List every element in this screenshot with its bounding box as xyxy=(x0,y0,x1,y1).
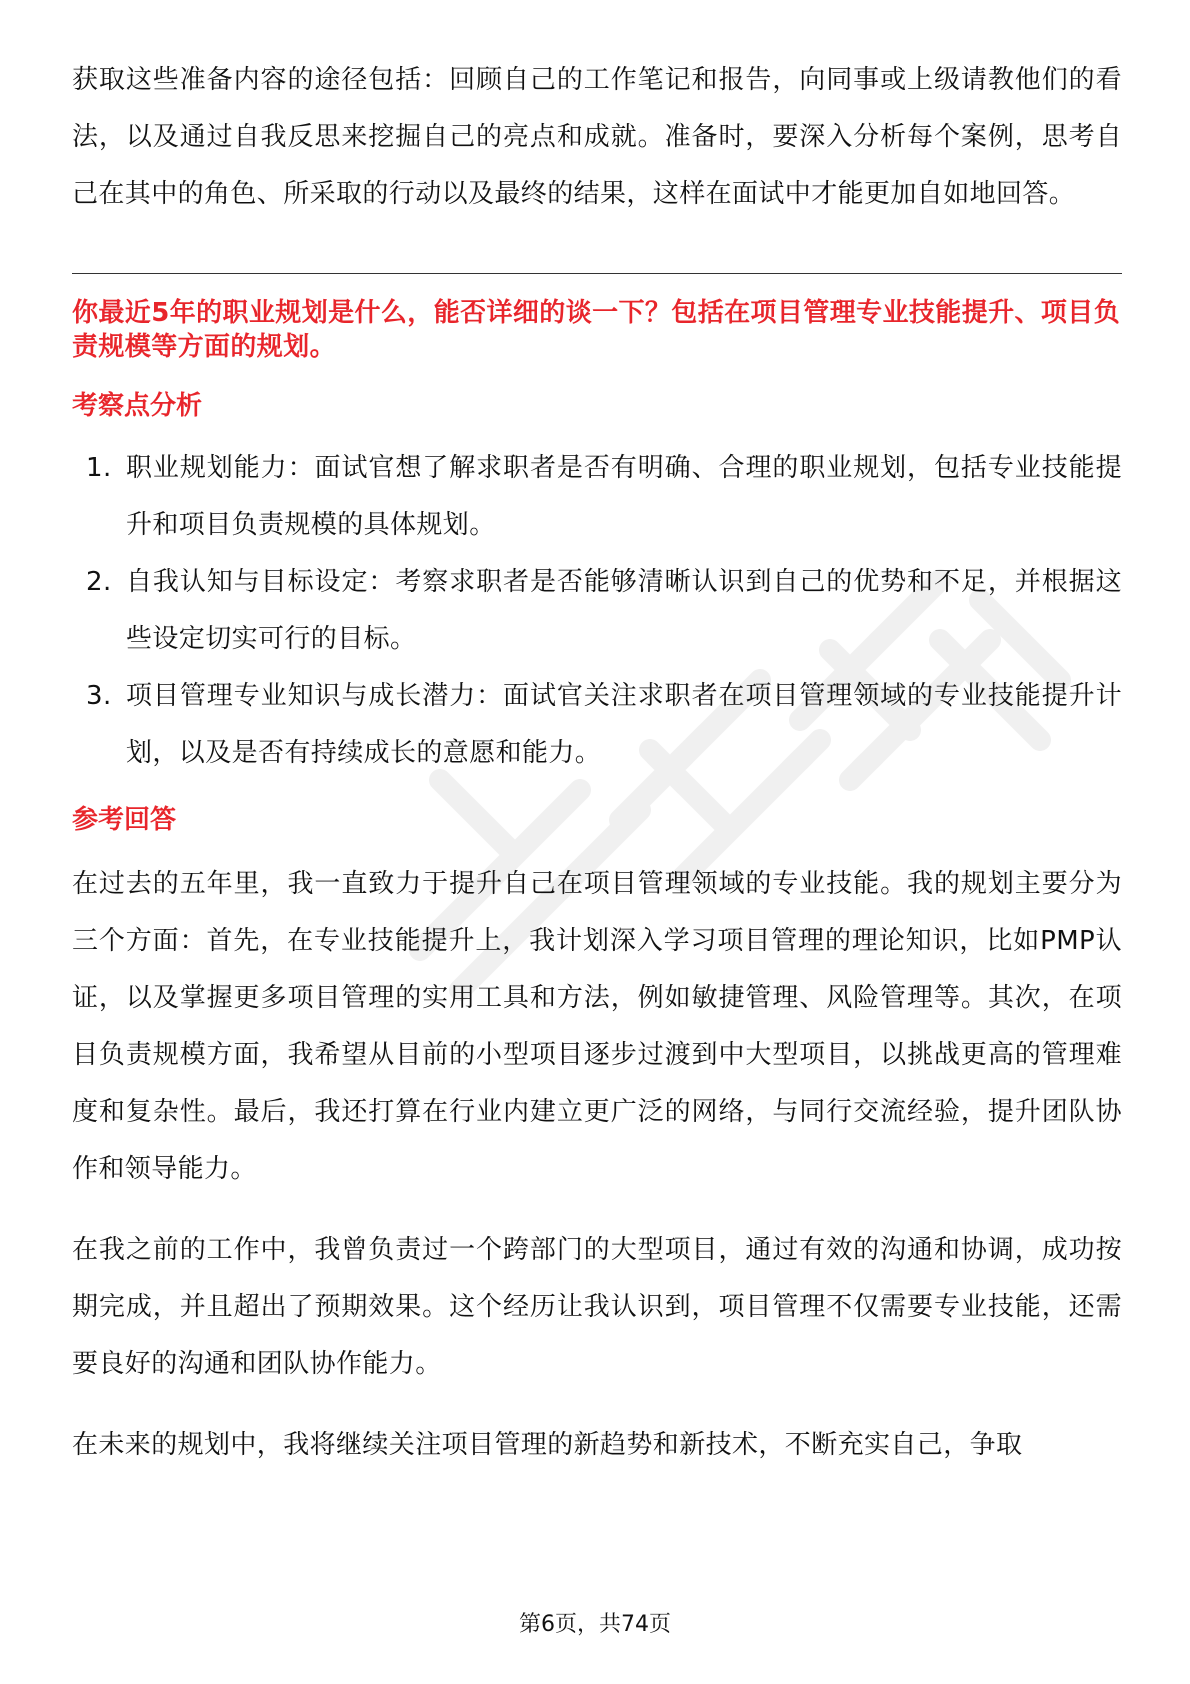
analysis-item-number: 1. xyxy=(86,453,112,483)
analysis-list xyxy=(72,440,1122,782)
answer-paragraph: 在我之前的工作中，我曾负责过一个跨部门的大型项目，通过有效的沟通和协调，成功按期完成，并且超出了预期效果。这个经历让我认识到，项目管理不仅需要专业技能，还需要良好的沟通和团队协作能力。 xyxy=(72,1235,1122,1379)
answer-body xyxy=(72,856,1122,1474)
intro-paragraph: 获取这些准备内容的途径包括：回顾自己的工作笔记和报告，向同事或上级请教他们的看法，以及通过自我反思来挖掘自己的亮点和成就。准备时，要深入分析每个案例，思考自己在其中的角色、所采取的行动以及最终的结果，这样在面试中才能更加自如地回答。 xyxy=(72,65,1122,209)
answer-paragraph: 在过去的五年里，我一直致力于提升自己在项目管理领域的专业技能。我的规划主要分为三个方面：首先，在专业技能提升上，我计划深入学习项目管理的理论知识，比如PMP认证，以及掌握更多项目管理的实用工具和方法，例如敏捷管理、风险管理等。其次，在项目负责规模方面，我希望从目前的小型项目逐步过渡到中大型项目，以挑战更高的管理难度和复杂性。最后，我还打算在行业内建立更广泛的网络，与同行交流经验，提升团队协作和领导能力。 xyxy=(72,869,1122,1184)
question-heading: 你最近5年的职业规划是什么，能否详细的谈一下？包括在项目管理专业技能提升、项目负责规模等方面的规划。 xyxy=(72,298,1121,362)
analysis-item-text: 职业规划能力：面试官想了解求职者是否有明确、合理的职业规划，包括专业技能提升和项目负责规模的具体规划。 xyxy=(126,453,1122,540)
analysis-item-number: 3. xyxy=(86,681,112,711)
analysis-item xyxy=(72,554,1122,668)
analysis-item xyxy=(72,440,1122,554)
answer-paragraph: 在未来的规划中，我将继续关注项目管理的新趋势和新技术，不断充实自己，争取 xyxy=(72,1430,1023,1460)
page-content xyxy=(72,52,1122,1474)
page-number-footer: 第6页，共74页 xyxy=(519,1612,671,1637)
analysis-title: 考察点分析 xyxy=(72,391,203,421)
answer-title: 参考回答 xyxy=(72,805,177,835)
analysis-item-text: 自我认知与目标设定：考察求职者是否能够清晰认识到自己的优势和不足，并根据这些设定切实可行的目标。 xyxy=(126,567,1122,654)
analysis-item-text: 项目管理专业知识与成长潜力：面试官关注求职者在项目管理领域的专业技能提升计划，以及是否有持续成长的意愿和能力。 xyxy=(126,681,1122,768)
section-divider xyxy=(72,273,1122,274)
analysis-item-number: 2. xyxy=(86,567,112,597)
analysis-item xyxy=(72,668,1122,782)
